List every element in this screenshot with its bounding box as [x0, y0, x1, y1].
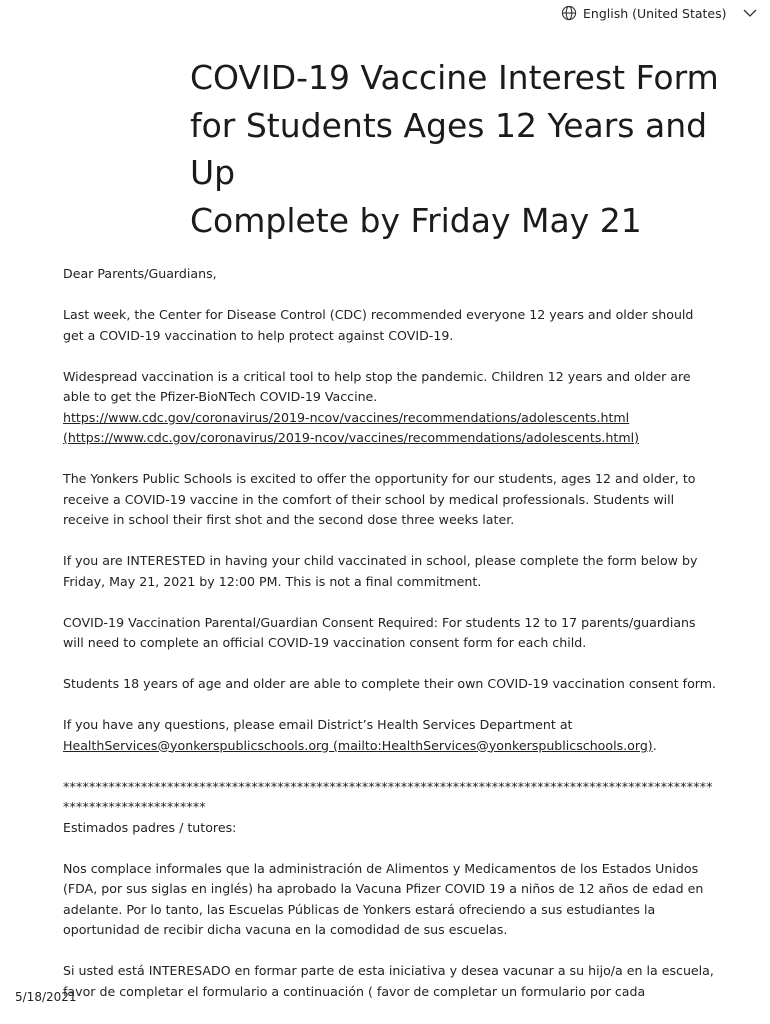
globe-icon: [561, 5, 577, 21]
paragraph-adult-students: Students 18 years of age and older are able to complete their own COVID-19 vaccination consent form.: [63, 676, 717, 691]
greeting-spanish: Estimados padres / tutores:: [63, 819, 237, 835]
contact-period: .: [652, 737, 657, 753]
print-date: 5/18/2021: [15, 990, 77, 1004]
paragraph-consent-required: COVID-19 Vaccination Parental/Guardian Consent Required: For students 12 to 17 parents/guardians will need to complete an official COVID-19 vaccination consent form for each child.: [63, 614, 696, 650]
form-description: [63, 264, 718, 1023]
cdc-link[interactable]: https://www.cdc.gov/coronavirus/2019-ncov/vaccines/recommendations/adolescents.html: [63, 409, 630, 425]
paragraph-cdc-recommendation: Last week, the Center for Disease Control (CDC) recommended everyone 12 years and older should get a COVID-19 vaccination to help protect against COVID-19.: [63, 307, 694, 343]
language-label: English (United States): [583, 5, 727, 21]
title-line: Complete by Friday May 21: [190, 200, 642, 240]
paragraph-interest-deadline: If you are INTERESTED in having your child vaccinated in school, please complete the form below by Friday, May 21, 2021 by 12:00 PM. This is not a final commitment.: [63, 553, 698, 589]
cdc-link-parenthetical[interactable]: (https://www.cdc.gov/coronavirus/2019-ncov/vaccines/recommendations/adolescents.html): [63, 430, 640, 445]
language-selector[interactable]: [561, 5, 757, 21]
paragraph-vaccination: [63, 367, 718, 449]
paragraph-contact: [63, 715, 718, 756]
title-line: COVID-19 Vaccine Interest Form: [190, 58, 719, 97]
contact-text: If you have any questions, please email District’s Health Services Department at: [63, 717, 573, 732]
chevron-down-icon: [743, 8, 757, 18]
title-line: for Students Ages 12 Years and: [190, 105, 708, 145]
paragraph-vaccination-text: Widespread vaccination is a critical tool to help stop the pandemic. Children 12 years and older are able to get the Pfizer-BioNTech COVID-19 Vaccine.: [63, 368, 691, 404]
health-services-email-link[interactable]: HealthServices@yonkerspublicschools.org (mailto:HealthServices@yonkerspublicschools.org): [63, 737, 653, 753]
form-title: [190, 54, 750, 244]
separator-line: **************************************************************************************************************************: [63, 778, 713, 814]
paragraph-spanish-interest: Si usted está INTERESADO en formar parte de esta iniciativa y desea vacunar a su hijo/a en la escuela, favor de completar el formulario a continuación ( favor de completar un formulario por cada: [63, 963, 714, 999]
paragraph-spanish-fda: Nos complace informales que la administración de Alimentos y Medicamentos de los Estados Unidos (FDA, por sus siglas en inglés) ha aprobado la Vacuna Pfizer COVID 19 a niños de 12 años de edad en adelante. Por lo tanto, las Escuelas Públicas de Yonkers estará ofreciendo a sus estudiantes la oportunidad de recibir dicha vacuna en la comodidad de sus escuelas.: [63, 860, 704, 937]
title-line: Up: [190, 153, 236, 192]
paragraph-school-offer: The Yonkers Public Schools is excited to offer the opportunity for our students, ages 12 and older, to receive a COVID-19 vaccine in the comfort of their school by medical professionals. Students will receive in school their first shot and the second dose three weeks later.: [63, 471, 696, 527]
greeting-english: Dear Parents/Guardians,: [63, 266, 217, 281]
